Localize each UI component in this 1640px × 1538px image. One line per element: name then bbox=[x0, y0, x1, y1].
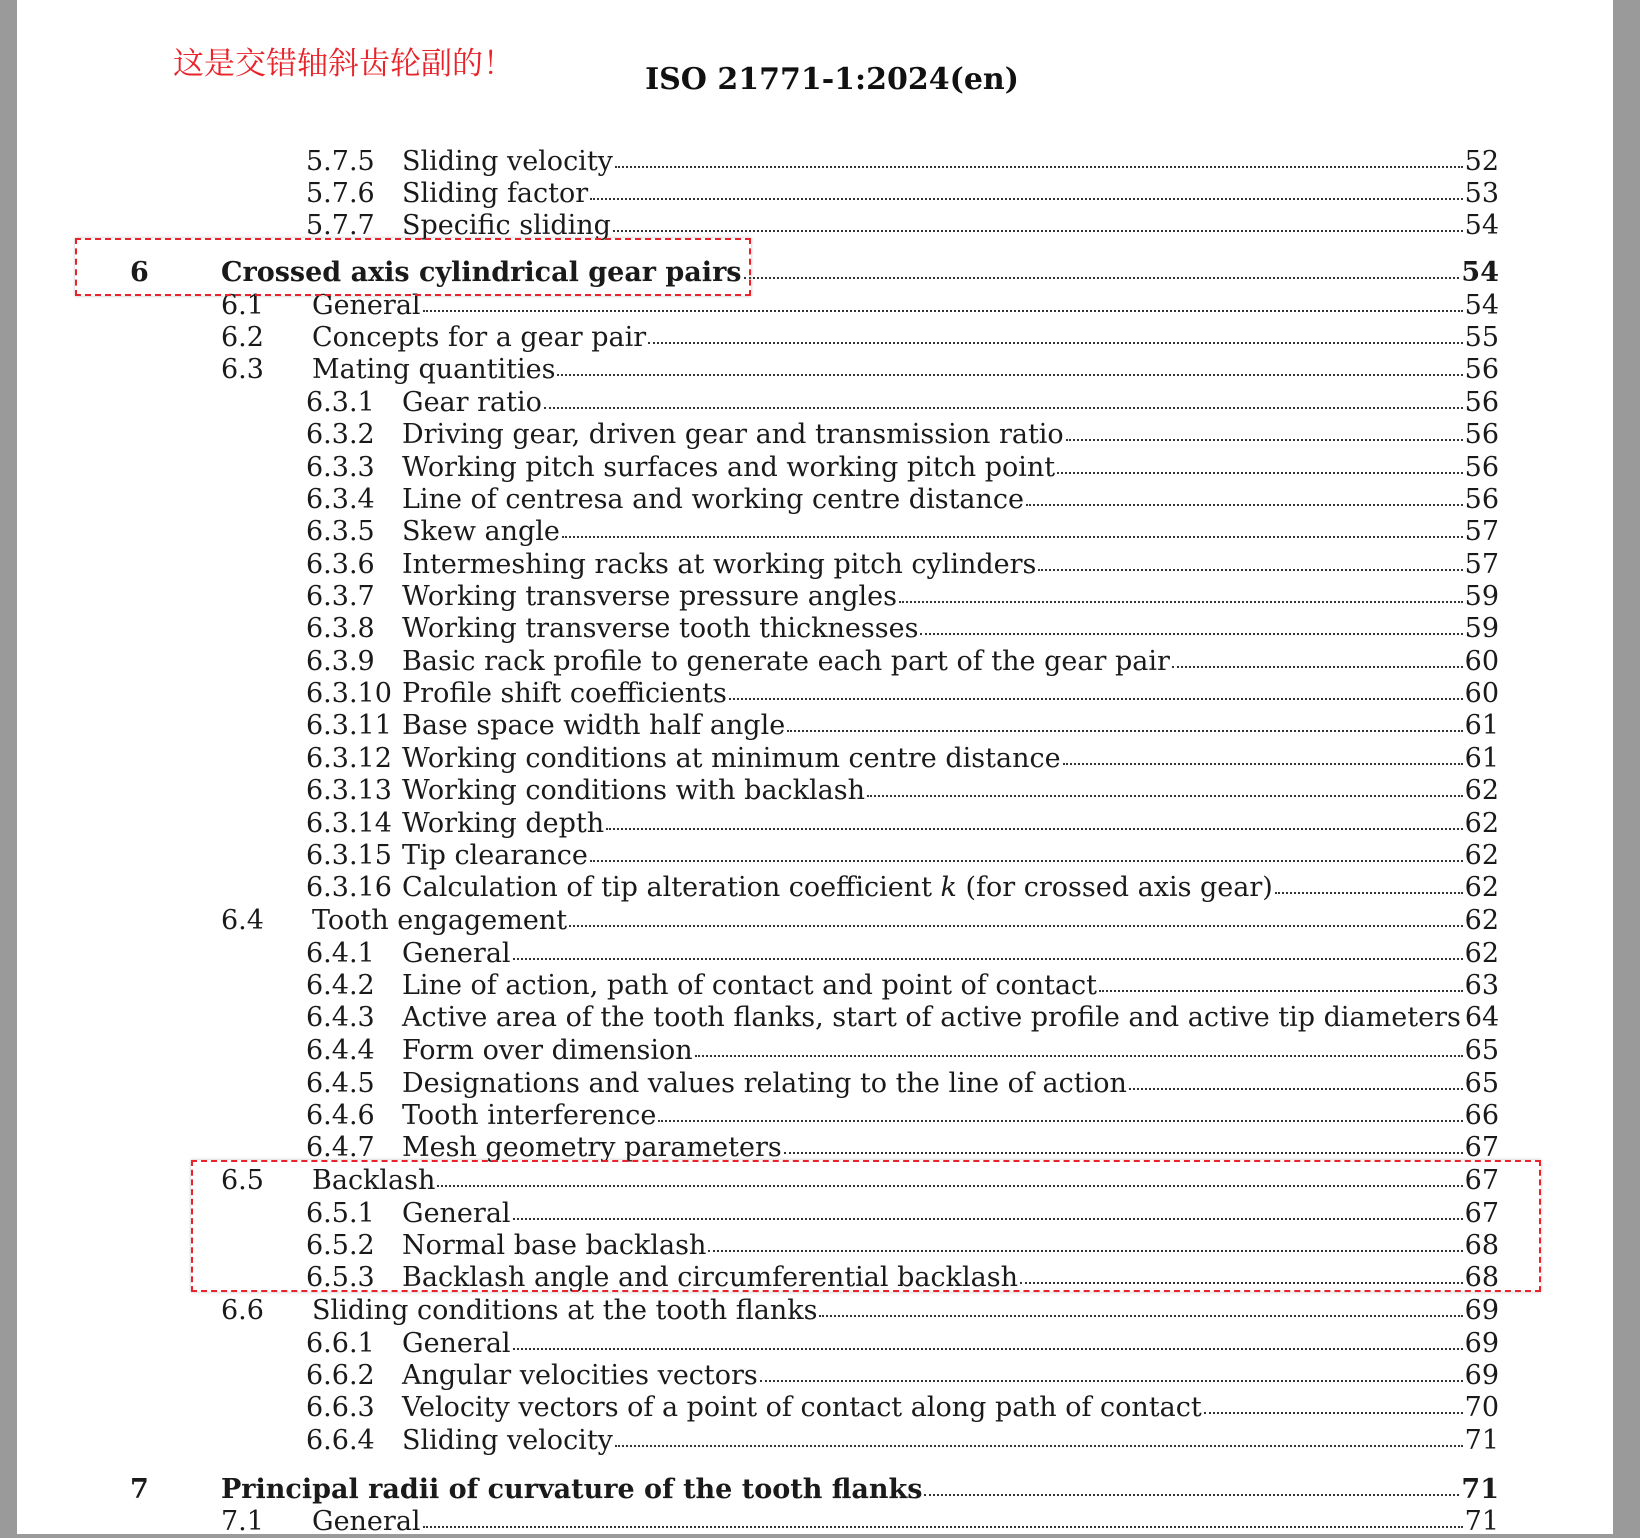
toc-entry-number: 6.4.2 bbox=[306, 970, 375, 1001]
toc-entry-number: 7.1 bbox=[221, 1506, 264, 1537]
toc-entry-title-row bbox=[402, 419, 1499, 451]
toc-entry-number: 6.3.11 bbox=[306, 710, 392, 741]
toc-entry-number: 6.4.5 bbox=[306, 1068, 375, 1099]
toc-entry-page-number: 54 bbox=[1464, 210, 1499, 241]
dot-leader bbox=[867, 795, 1463, 797]
toc-entry-number: 6.3.3 bbox=[306, 452, 375, 483]
dot-leader bbox=[1204, 1412, 1463, 1414]
toc-entry-number: 5.7.7 bbox=[306, 210, 375, 241]
toc-entry-title-row bbox=[402, 1392, 1499, 1424]
toc-entry-page-number: 55 bbox=[1464, 322, 1499, 353]
toc-entry-page-number: 60 bbox=[1464, 646, 1499, 677]
toc-entry[interactable] bbox=[17, 1506, 1613, 1538]
toc-entry-title: Line of centresa and working centre distance bbox=[402, 484, 1025, 515]
toc-entry[interactable] bbox=[17, 484, 1613, 516]
toc-entry[interactable] bbox=[17, 1002, 1613, 1034]
dot-leader bbox=[590, 860, 1463, 862]
dot-leader bbox=[606, 828, 1463, 830]
toc-entry-title: Mating quantities bbox=[312, 354, 556, 385]
toc-entry-page-number: 56 bbox=[1464, 452, 1499, 483]
dot-leader bbox=[729, 698, 1463, 700]
toc-entry-title: Active area of the tooth flanks, start of active profile and active tip diameters bbox=[402, 1002, 1461, 1033]
toc-entry[interactable] bbox=[17, 808, 1613, 840]
toc-entry-title: Normal base backlash bbox=[402, 1230, 707, 1261]
toc-entry-title-row bbox=[402, 808, 1499, 840]
toc-entry-title-row bbox=[402, 1328, 1499, 1360]
toc-entry-number: 6.4.1 bbox=[306, 938, 375, 969]
toc-entry-number: 6.5 bbox=[221, 1165, 264, 1196]
toc-entry-page-number: 56 bbox=[1464, 484, 1499, 515]
toc-entry-page-number: 67 bbox=[1464, 1132, 1499, 1163]
toc-entry[interactable] bbox=[17, 581, 1613, 613]
toc-entry-title-row bbox=[402, 1035, 1499, 1067]
toc-entry-page-number: 69 bbox=[1464, 1360, 1499, 1391]
toc-entry-number: 6.5.1 bbox=[306, 1198, 375, 1229]
toc-entry-number: 6.6.1 bbox=[306, 1328, 375, 1359]
dot-leader bbox=[1129, 1088, 1463, 1090]
dot-leader bbox=[590, 198, 1462, 200]
dot-leader bbox=[1275, 892, 1463, 894]
toc-entry-page-number: 68 bbox=[1464, 1230, 1499, 1261]
toc-entry-title-row bbox=[402, 1360, 1499, 1392]
toc-entry-page-number: 57 bbox=[1464, 516, 1499, 547]
dot-leader bbox=[787, 730, 1462, 732]
toc-entry-page-number: 61 bbox=[1464, 710, 1499, 741]
toc-entry-title: Working transverse tooth thicknesses bbox=[402, 613, 919, 644]
toc-entry-title: Sliding velocity bbox=[402, 1425, 613, 1456]
toc-entry-page-number: 67 bbox=[1464, 1165, 1499, 1196]
toc-entry-page-number: 56 bbox=[1464, 354, 1499, 385]
toc-entry-title: Working pitch surfaces and working pitch point bbox=[402, 452, 1056, 483]
toc-entry-title-row bbox=[402, 743, 1499, 775]
toc-entry-number: 6.3.8 bbox=[306, 613, 375, 644]
dot-leader bbox=[569, 925, 1463, 927]
toc-entry-page-number: 67 bbox=[1464, 1198, 1499, 1229]
toc-entry-number: 6.4.7 bbox=[306, 1132, 375, 1163]
toc-entry-title: Working conditions at minimum centre distance bbox=[402, 743, 1061, 774]
toc-entry-title-row bbox=[402, 1425, 1499, 1457]
toc-entry-page-number: 62 bbox=[1464, 905, 1499, 936]
toc-entry-title: Designations and values relating to the line of action bbox=[402, 1068, 1127, 1099]
dot-leader bbox=[1038, 569, 1462, 571]
toc-entry-title-row bbox=[312, 1506, 1499, 1538]
toc-entry[interactable] bbox=[17, 1360, 1613, 1392]
dot-leader bbox=[658, 1120, 1462, 1122]
toc-entry-title-row bbox=[402, 387, 1499, 419]
highlight-box-section-6-5 bbox=[191, 1160, 1541, 1292]
toc-entry-title-row bbox=[402, 646, 1499, 678]
dot-leader bbox=[423, 1526, 1463, 1528]
toc-entry-title: General bbox=[312, 1506, 421, 1537]
toc-entry-number: 6.4.6 bbox=[306, 1100, 375, 1131]
toc-entry-page-number: 64 bbox=[1464, 1002, 1500, 1033]
toc-entry-title: General bbox=[402, 1328, 511, 1359]
toc-entry-page-number: 56 bbox=[1464, 419, 1499, 450]
toc-entry-page-number: 69 bbox=[1464, 1328, 1499, 1359]
toc-entry[interactable] bbox=[17, 1392, 1613, 1424]
toc-entry-title: Backlash angle and circumferential backlash bbox=[402, 1262, 1018, 1293]
toc-entry[interactable] bbox=[17, 775, 1613, 807]
toc-entry-title: Driving gear, driven gear and transmission ratio bbox=[402, 419, 1064, 450]
toc-entry-page-number: 59 bbox=[1464, 581, 1499, 612]
toc-entry-page-number: 62 bbox=[1464, 938, 1499, 969]
toc-entry[interactable] bbox=[17, 419, 1613, 451]
document-page bbox=[17, 0, 1613, 1537]
toc-entry-page-number: 68 bbox=[1464, 1262, 1499, 1293]
toc-entry-number: 6.6.2 bbox=[306, 1360, 375, 1391]
toc-entry-number: 6.6.3 bbox=[306, 1392, 375, 1423]
toc-entry-page-number: 52 bbox=[1464, 146, 1499, 177]
toc-entry-page-number: 65 bbox=[1464, 1068, 1499, 1099]
toc-entry-title: Profile shift coefficients bbox=[402, 678, 727, 709]
toc-entry-number: 6.1 bbox=[221, 290, 264, 321]
dot-leader bbox=[544, 407, 1463, 409]
toc-entry-number: 6.3.10 bbox=[306, 678, 392, 709]
toc-entry-title: Sliding velocity bbox=[402, 146, 613, 177]
toc-entry-number: 6.3.1 bbox=[306, 387, 375, 418]
toc-entry-title: Gear ratio bbox=[402, 387, 542, 418]
toc-entry-title: Tip clearance bbox=[402, 840, 588, 871]
toc-entry-title-row bbox=[402, 452, 1499, 484]
toc-entry[interactable] bbox=[17, 678, 1613, 710]
toc-entry[interactable] bbox=[17, 1035, 1613, 1067]
toc-entry-number: 6.4.3 bbox=[306, 1002, 375, 1033]
toc-entry[interactable] bbox=[17, 387, 1613, 419]
toc-entry-title-row bbox=[402, 710, 1499, 742]
toc-entry-title: Specific sliding bbox=[402, 210, 611, 241]
toc-entry-number: 6.3.13 bbox=[306, 775, 392, 806]
dot-leader bbox=[924, 1494, 1459, 1496]
toc-entry[interactable] bbox=[17, 905, 1613, 937]
highlight-box-section-6 bbox=[75, 238, 751, 296]
toc-entry-number: 6.3.14 bbox=[306, 808, 392, 839]
toc-entry[interactable] bbox=[17, 549, 1613, 581]
dot-leader bbox=[744, 277, 1460, 279]
toc-entry-number: 6.6.4 bbox=[306, 1425, 375, 1456]
toc-entry-title: Principal radii of curvature of the tooth flanks bbox=[221, 1474, 923, 1505]
toc-entry[interactable] bbox=[17, 452, 1613, 484]
toc-entry-title: Angular velocities vectors bbox=[402, 1360, 758, 1391]
toc-entry-page-number: 57 bbox=[1464, 549, 1499, 580]
toc-entry-title: Crossed axis cylindrical gear pairs bbox=[221, 257, 742, 288]
toc-entry-title-row bbox=[312, 354, 1499, 386]
toc-entry-title-row bbox=[402, 1002, 1499, 1034]
toc-entry-number: 6.3.16 bbox=[306, 872, 392, 903]
dot-leader bbox=[920, 633, 1462, 635]
dot-leader bbox=[1057, 472, 1463, 474]
toc-entry-title-row bbox=[402, 146, 1499, 178]
toc-entry-page-number: 63 bbox=[1464, 970, 1499, 1001]
toc-entry-title-row bbox=[221, 1474, 1499, 1506]
toc-entry-page-number: 54 bbox=[1464, 290, 1499, 321]
dot-leader bbox=[1026, 504, 1463, 506]
toc-entry[interactable] bbox=[17, 743, 1613, 775]
toc-entry-title: Form over dimension bbox=[402, 1035, 693, 1066]
toc-entry-title: Skew angle bbox=[402, 516, 560, 547]
toc-entry-title: General bbox=[312, 290, 421, 321]
toc-entry-page-number: 59 bbox=[1464, 613, 1499, 644]
toc-entry[interactable] bbox=[17, 938, 1613, 970]
toc-entry[interactable] bbox=[17, 146, 1613, 178]
toc-entry[interactable] bbox=[17, 710, 1613, 742]
toc-entry-page-number: 56 bbox=[1464, 387, 1499, 418]
dot-leader bbox=[1066, 439, 1463, 441]
toc-entry[interactable] bbox=[17, 322, 1613, 354]
toc-entry-title: Calculation of tip alteration coefficient k (for crossed axis gear) bbox=[402, 872, 1273, 903]
toc-entry-title-row bbox=[402, 938, 1499, 970]
toc-entry[interactable] bbox=[17, 1100, 1613, 1132]
toc-entry-number: 5.7.6 bbox=[306, 178, 375, 209]
toc-entry[interactable] bbox=[17, 1474, 1613, 1506]
toc-entry-title: Working transverse pressure angles bbox=[402, 581, 897, 612]
red-annotation-note: 这是交错轴斜齿轮副的！ bbox=[173, 46, 514, 82]
dot-leader bbox=[513, 958, 1463, 960]
toc-entry-title-row bbox=[402, 549, 1499, 581]
dot-leader bbox=[1099, 990, 1463, 992]
toc-entry-title: Base space width half angle bbox=[402, 710, 786, 741]
toc-entry[interactable] bbox=[17, 178, 1613, 210]
toc-entry-number: 6.2 bbox=[221, 322, 264, 353]
toc-entry-title-row bbox=[402, 516, 1499, 548]
dot-leader bbox=[760, 1380, 1463, 1382]
toc-entry-number: 6.3.4 bbox=[306, 484, 375, 515]
toc-entry-title-row bbox=[402, 872, 1499, 904]
toc-entry-page-number: 62 bbox=[1464, 808, 1499, 839]
toc-entry[interactable] bbox=[17, 872, 1613, 904]
toc-entry[interactable] bbox=[17, 516, 1613, 548]
toc-entry-page-number: 71 bbox=[1464, 1506, 1499, 1537]
toc-entry-title-row bbox=[402, 178, 1499, 210]
toc-entry-title: Line of action, path of contact and point of contact bbox=[402, 970, 1098, 1001]
toc-entry-number: 6.3.15 bbox=[306, 840, 392, 871]
toc-entry-number: 6.3.5 bbox=[306, 516, 375, 547]
toc-entry-number: 6.4.4 bbox=[306, 1035, 375, 1066]
toc-entry-title: Working conditions with backlash bbox=[402, 775, 865, 806]
toc-entry-title-row bbox=[402, 840, 1499, 872]
dot-leader bbox=[695, 1055, 1463, 1057]
toc-entry-title: Sliding factor bbox=[402, 178, 589, 209]
toc-entry-number: 6.4 bbox=[221, 905, 264, 936]
toc-entry-title-row bbox=[402, 1068, 1499, 1100]
toc-entry-page-number: 65 bbox=[1464, 1035, 1499, 1066]
toc-entry[interactable] bbox=[17, 1425, 1613, 1457]
toc-entry[interactable] bbox=[17, 1068, 1613, 1100]
toc-entry-page-number: 69 bbox=[1464, 1295, 1499, 1326]
toc-entry[interactable] bbox=[17, 840, 1613, 872]
toc-entry-title: Sliding conditions at the tooth flanks bbox=[312, 1295, 818, 1326]
toc-entry-number: 6.5.3 bbox=[306, 1262, 375, 1293]
toc-entry-number: 5.7.5 bbox=[306, 146, 375, 177]
toc-entry-number: 6 bbox=[130, 257, 149, 288]
toc-entry-page-number: 71 bbox=[1461, 1474, 1499, 1505]
toc-entry-page-number: 62 bbox=[1464, 840, 1499, 871]
toc-entry[interactable] bbox=[17, 646, 1613, 678]
toc-entry-title: Tooth interference bbox=[402, 1100, 657, 1131]
toc-entry-title-row bbox=[402, 678, 1499, 710]
dot-leader bbox=[557, 374, 1462, 376]
toc-entry[interactable] bbox=[17, 354, 1613, 386]
toc-entry-title: Basic rack profile to generate each part of the gear pair bbox=[402, 646, 1170, 677]
toc-entry-page-number: 62 bbox=[1464, 872, 1499, 903]
dot-leader bbox=[648, 342, 1462, 344]
toc-entry-title: Velocity vectors of a point of contact along path of contact bbox=[402, 1392, 1202, 1423]
toc-entry-title: General bbox=[402, 938, 511, 969]
dot-leader bbox=[784, 1152, 1463, 1154]
toc-entry-title: Backlash bbox=[312, 1165, 436, 1196]
toc-entry-title-row bbox=[402, 970, 1499, 1002]
toc-entry-page-number: 71 bbox=[1464, 1425, 1499, 1456]
toc-entry-number: 7 bbox=[130, 1474, 149, 1505]
toc-entry-page-number: 60 bbox=[1464, 678, 1499, 709]
dot-leader bbox=[615, 166, 1463, 168]
toc-entry[interactable] bbox=[17, 613, 1613, 645]
toc-entry-title-row bbox=[402, 581, 1499, 613]
toc-entry-number: 6.6 bbox=[221, 1295, 264, 1326]
toc-entry-title-row bbox=[312, 322, 1499, 354]
toc-entry-page-number: 70 bbox=[1464, 1392, 1499, 1423]
toc-entry-title-row bbox=[312, 905, 1499, 937]
document-header-title: ISO 21771-1:2024(en) bbox=[645, 62, 1019, 97]
toc-entry-title-row bbox=[402, 484, 1499, 516]
toc-entry-number: 6.3.2 bbox=[306, 419, 375, 450]
dot-leader bbox=[562, 536, 1463, 538]
toc-entry-title: General bbox=[402, 1198, 511, 1229]
toc-entry-title: Working depth bbox=[402, 808, 605, 839]
toc-entry-title: Mesh geometry parameters bbox=[402, 1132, 782, 1163]
toc-entry[interactable] bbox=[17, 970, 1613, 1002]
toc-entry-number: 6.5.2 bbox=[306, 1230, 375, 1261]
dot-leader bbox=[1063, 763, 1463, 765]
toc-entry-title-row bbox=[402, 1100, 1499, 1132]
dot-leader bbox=[1172, 666, 1463, 668]
toc-entry-title-row bbox=[312, 1295, 1499, 1327]
dot-leader bbox=[513, 1348, 1463, 1350]
toc-entry-title: Intermeshing racks at working pitch cylinders bbox=[402, 549, 1037, 580]
dot-leader bbox=[423, 310, 1463, 312]
toc-entry-number: 6.3.9 bbox=[306, 646, 375, 677]
toc-entry-title-row bbox=[402, 775, 1499, 807]
toc-entry-page-number: 62 bbox=[1464, 775, 1499, 806]
toc-entry-title: Concepts for a gear pair bbox=[312, 322, 647, 353]
toc-entry[interactable] bbox=[17, 1295, 1613, 1327]
dot-leader bbox=[819, 1315, 1462, 1317]
toc-entry-number: 6.3.12 bbox=[306, 743, 392, 774]
toc-entry-page-number: 54 bbox=[1461, 257, 1499, 288]
toc-entry-page-number: 66 bbox=[1464, 1100, 1499, 1131]
dot-leader bbox=[615, 1445, 1463, 1447]
dot-leader bbox=[613, 230, 1463, 232]
toc-entry-page-number: 53 bbox=[1464, 178, 1499, 209]
toc-entry-title-row bbox=[402, 613, 1499, 645]
toc-entry[interactable] bbox=[17, 1328, 1613, 1360]
toc-entry-page-number: 61 bbox=[1464, 743, 1499, 774]
toc-entry-number: 6.3 bbox=[221, 354, 264, 385]
toc-entry-number: 6.3.6 bbox=[306, 549, 375, 580]
toc-entry-number: 6.3.7 bbox=[306, 581, 375, 612]
dot-leader bbox=[899, 601, 1463, 603]
toc-entry-title: Tooth engagement bbox=[312, 905, 568, 936]
